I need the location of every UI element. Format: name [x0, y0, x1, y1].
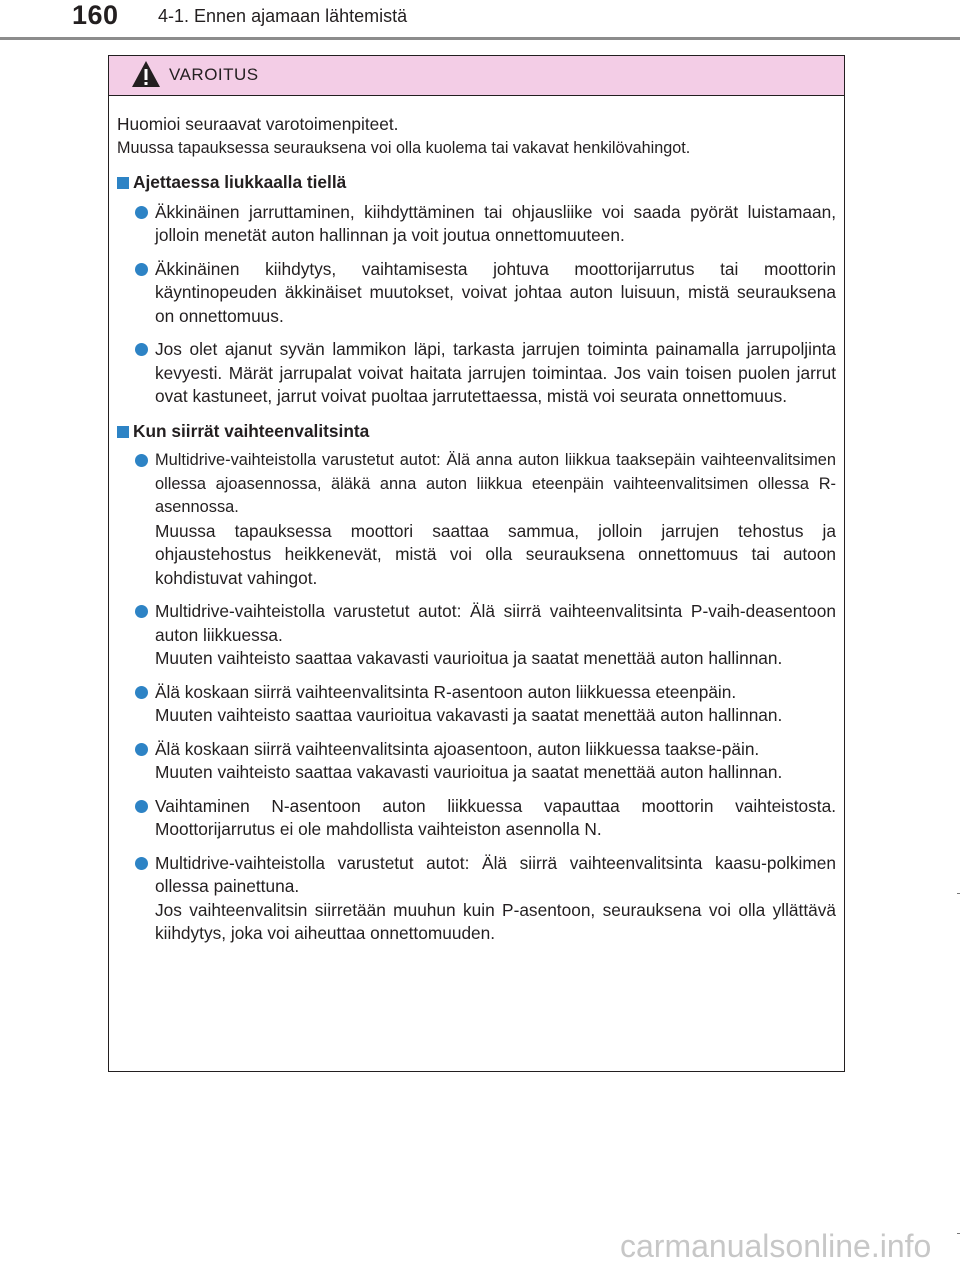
bullet-text: Multidrive-vaihteistolla varustetut autot: Älä anna auton liikkua taaksepäin vaihteenvalitsimen ollessa ajoasennossa, äläkä anna auton liikkua eteenpäin vaihteenvalitsimen ollessa R-asennossa.: [155, 451, 836, 516]
round-bullet-icon: [135, 743, 148, 756]
warning-title: VAROITUS: [169, 65, 259, 84]
round-bullet-icon: [135, 454, 148, 467]
bullet-text: Jos vaihteenvalitsin siirretään muuhun kuin P-asentoon, seurauksena voi olla yllättävä kiihdytys, joka voi aiheuttaa onnettomuuden.: [155, 899, 836, 943]
section-slippery-road: [117, 171, 836, 409]
bullet-item: [117, 258, 836, 329]
chapter-title: 4-1. Ennen ajamaan lähtemistä: [158, 6, 408, 26]
warning-triangle-icon: [131, 60, 161, 93]
round-bullet-icon: [135, 206, 148, 219]
bullet-text: Äkkinäinen kiihdytys, vaihtamisesta johtuva moottorijarrutus tai moottorin käyntinopeuden äkkinäiset muutokset, voivat johtaa auton luisuun, mistä seurauksena on onnettomuus.: [155, 258, 836, 326]
bullet-text: Muuten vaihteisto saattaa vakavasti vaurioitua ja saatat menettää auton hallinnan.: [155, 762, 783, 782]
square-bullet-icon: [117, 426, 129, 438]
bullet-text: Älä koskaan siirrä vaihteenvalitsinta R-asentoon auton liikkuessa eteenpäin.: [155, 681, 737, 702]
bullet-item: [117, 852, 836, 946]
bullet-text: Muussa tapauksessa moottori saattaa sammua, jolloin jarrujen tehostus ja ohjaustehostus heikkenevät, mistä voi olla seurauksena onnettomuus tai autoon kohdistuvat vahingot.: [155, 520, 836, 588]
warning-body: [109, 96, 844, 946]
bullet-text: Älä koskaan siirrä vaihteenvalitsinta ajoasentoon, auton liikkuessa taakse-päin.: [155, 738, 760, 759]
section-heading: Kun siirrät vaihteenvalitsinta: [117, 420, 836, 444]
bullet-text: Äkkinäinen jarruttaminen, kiihdyttäminen tai ohjausliike voi saada pyörät luistamaan, jolloin menetät auton hallinnan ja voit joutua onnettomuuteen.: [155, 201, 836, 245]
round-bullet-icon: [135, 800, 148, 813]
bullet-text: Muuten vaihteisto saattaa vakavasti vaurioitua ja saatat menettää auton hallinnan.: [155, 648, 783, 668]
warning-intro: [117, 113, 836, 160]
round-bullet-icon: [135, 857, 148, 870]
warning-box: [108, 55, 845, 1072]
bullet-item: [117, 600, 836, 671]
bullet-text: Jos olet ajanut syvän lammikon läpi, tarkasta jarrujen toiminta painamalla jarrupoljinta kevyesti. Märät jarrupalat voivat haitata jarrujen toimintaa. Jos vain toisen puolen jarrut ovat kastuneet, jarrut voivat puoltaa jarrutettaessa, mistä voi seurata onnettomuus.: [155, 339, 836, 406]
header-divider: [0, 37, 960, 40]
bullet-item: [117, 738, 836, 785]
warning-header: [109, 56, 844, 96]
bullet-text: Multidrive-vaihteistolla varustetut autot: Älä siirrä vaihteenvalitsinta P-vaih-deasentoon auton liikkuessa.: [155, 601, 836, 645]
intro-line: Huomioi seuraavat varotoimenpiteet.: [117, 114, 399, 134]
bullet-item: [117, 681, 836, 728]
bullet-text: Vaihtaminen N-asentoon auton liikkuessa vapauttaa moottorin vaihteistosta. Moottorijarrutus ei ole mahdollista vaihteiston asennolla N.: [155, 795, 836, 839]
bullet-text: Muuten vaihteisto saattaa vaurioitua vakavasti ja saatat menettää auton hallinnan.: [155, 705, 783, 725]
section-heading: Ajettaessa liukkaalla tiellä: [117, 171, 836, 195]
bullet-item: [117, 201, 836, 248]
bullet-item: [117, 449, 836, 590]
bullet-text: Multidrive-vaihteistolla varustetut autot: Älä siirrä vaihteenvalitsinta kaasu-polkimen ollessa painettuna.: [155, 852, 836, 896]
round-bullet-icon: [135, 263, 148, 276]
watermark: carmanualsonline.info: [620, 1228, 932, 1264]
round-bullet-icon: [135, 686, 148, 699]
section-gear-selector: [117, 420, 836, 946]
intro-line: Muussa tapauksessa seurauksena voi olla kuolema tai vakavat henkilövahingot.: [117, 138, 691, 157]
bullet-item: [117, 795, 836, 842]
page-number: 160: [72, 0, 119, 30]
bullet-item: [117, 338, 836, 409]
round-bullet-icon: [135, 343, 148, 356]
square-bullet-icon: [117, 177, 129, 189]
round-bullet-icon: [135, 605, 148, 618]
